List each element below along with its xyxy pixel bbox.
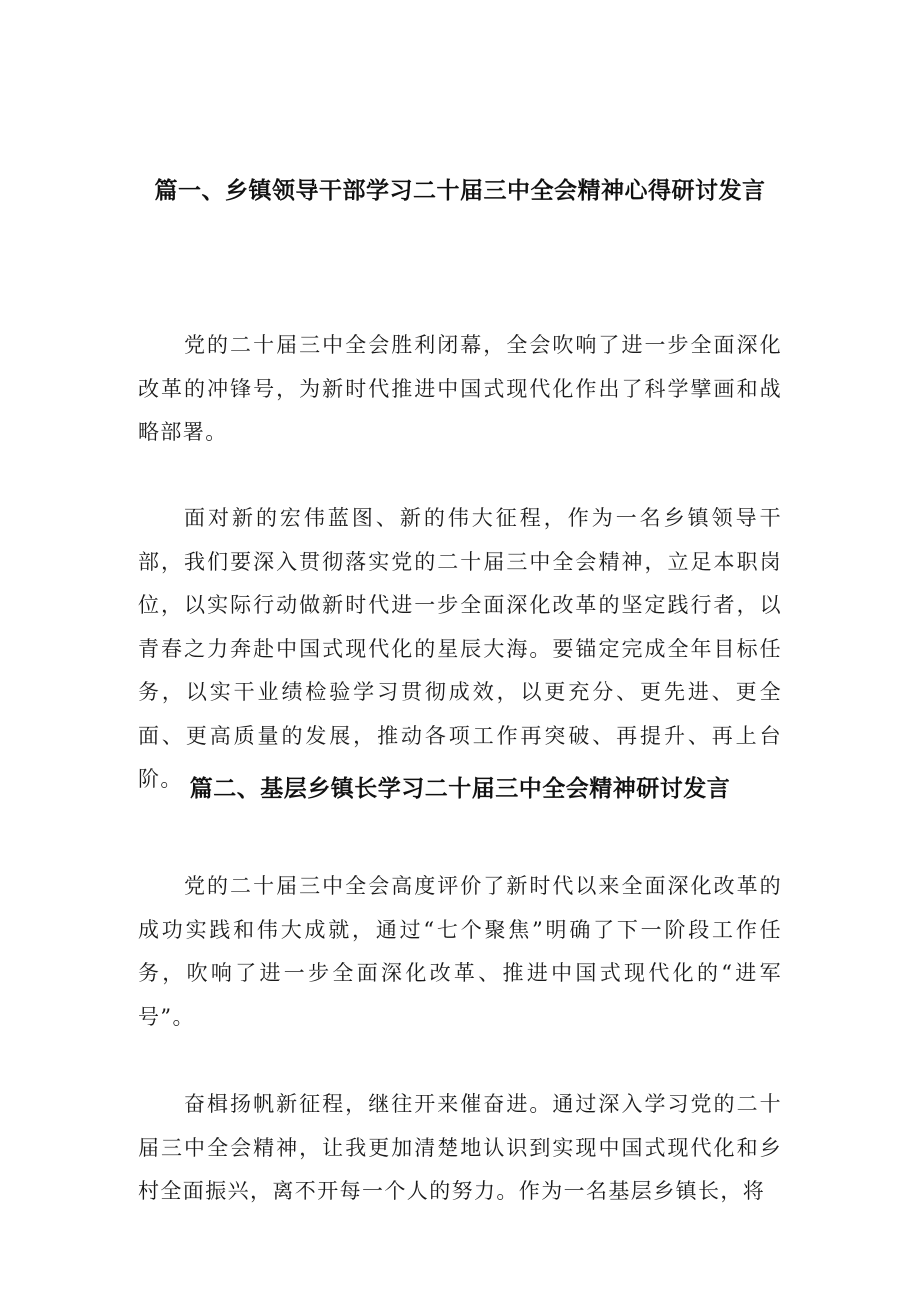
section-2-paragraph-2: 奋楫扬帆新征程，继往开来催奋进。通过深入学习党的二十届三中全会精神，让我更加清楚地认识到实现中国式现代化和乡村全面振兴，离不开每一个人的努力。作为一名基层乡镇长，将 (138, 1092, 782, 1203)
section-1-heading: 篇一、乡镇领导干部学习二十届三中全会精神心得研讨发言 (154, 178, 766, 204)
section-2-paragraph-1: 党的二十届三中全会高度评价了新时代以来全面深化改革的成功实践和伟大成就，通过“七个聚焦”明确了下一阶段工作任务，吹响了进一步全面深化改革、推进中国式现代化的“进军号”。 (138, 874, 782, 1029)
section-1-paragraph-2: 面对新的宏伟蓝图、新的伟大征程，作为一名乡镇领导干部，我们要深入贯彻落实党的二十届三中全会精神，立足本职岗位，以实际行动做新时代进一步全面深化改革的坚定践行者，以青春之力奔赴中国式现代化的星辰大海。要锚定完成全年目标任务，以实干业绩检验学习贯彻成效，以更充分、更先进、更全面、更高质量的发展，推动各项工作再突破、再提升、再上台阶。 (138, 506, 782, 791)
section-2-heading: 篇二、基层乡镇长学习二十届三中全会精神研讨发言 (189, 776, 731, 802)
section-1-paragraph-1: 党的二十届三中全会胜利闭幕，全会吹响了进一步全面深化改革的冲锋号，为新时代推进中国式现代化作出了科学擘画和战略部署。 (138, 333, 782, 444)
